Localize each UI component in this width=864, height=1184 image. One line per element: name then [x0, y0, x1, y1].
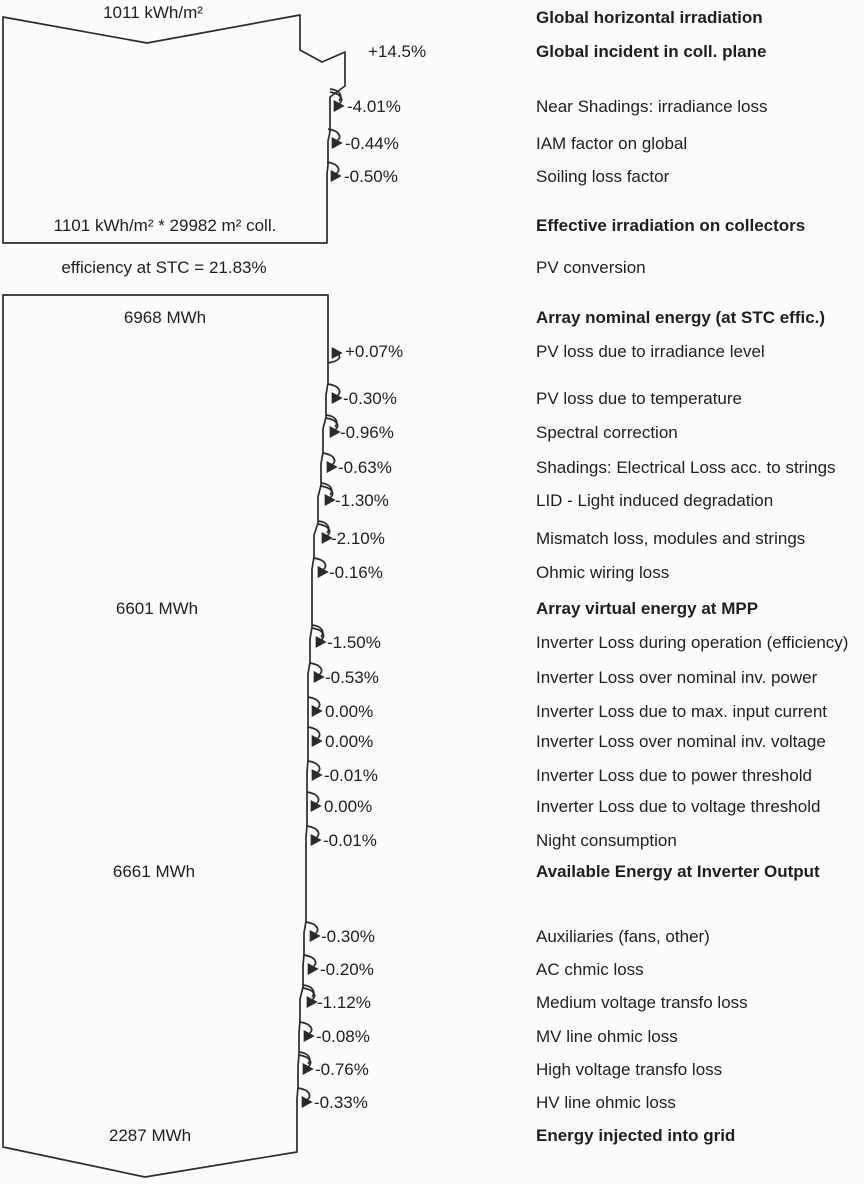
- stage-label: IAM factor on global: [536, 134, 688, 153]
- stage-label: Shadings: Electrical Loss acc. to strings: [536, 458, 836, 477]
- outline-path: [3, 15, 345, 243]
- stage-label: Array nominal energy (at STC effic.): [536, 308, 826, 327]
- note-value: efficiency at STC = 21.83%: [61, 258, 267, 277]
- loss-percent: -0.20%: [320, 960, 374, 979]
- loss-arrow: [328, 384, 341, 398]
- stage-label: Available Energy at Inverter Output: [536, 862, 820, 881]
- stage-label: Inverter Loss during operation (efficiency): [536, 633, 849, 652]
- stage-label: PV conversion: [536, 258, 646, 277]
- gain-percent: +14.5%: [368, 42, 427, 61]
- energy-value: 2287 MWh: [108, 1126, 192, 1145]
- gain-percent: +0.07%: [345, 342, 404, 361]
- loss-percent: -4.01%: [347, 97, 401, 116]
- stage-label: LID - Light induced degradation: [536, 491, 774, 510]
- loss-arrow: [298, 1088, 311, 1102]
- loss-percent: -2.10%: [331, 529, 385, 548]
- loss-percent: -1.12%: [317, 993, 371, 1012]
- stage-label: Array virtual energy at MPP: [536, 599, 759, 618]
- stage-label: MV line ohmic loss: [536, 1027, 678, 1046]
- loss-arrow: [304, 955, 317, 969]
- stage-label: Inverter Loss over nominal inv. power: [536, 668, 818, 687]
- energy-value: 6601 MWh: [115, 599, 199, 618]
- stage-label: Global horizontal irradiation: [536, 8, 763, 27]
- loss-percent: -0.16%: [329, 563, 383, 582]
- loss-arrow: [308, 727, 321, 741]
- stage-label: Energy injected into grid: [536, 1126, 736, 1145]
- stage-label: Night consumption: [536, 831, 677, 850]
- stage-label: Medium voltage transfo loss: [536, 993, 748, 1012]
- stage-label: Inverter Loss due to voltage threshold: [536, 797, 821, 816]
- loss-arrow: [310, 663, 323, 677]
- loss-arrow: [306, 922, 319, 936]
- stage-label: Near Shadings: irradiance loss: [536, 97, 768, 116]
- loss-percent: -0.96%: [340, 423, 394, 442]
- loss-percent: -0.30%: [343, 389, 397, 408]
- stage-label: Auxiliaries (fans, other): [536, 927, 710, 946]
- outline-path: [3, 295, 328, 1177]
- loss-arrow: [308, 697, 321, 711]
- loss-arrow: [308, 761, 321, 775]
- loss-arrow: [307, 826, 320, 840]
- loss-arrow: [323, 453, 336, 467]
- loss-arrow: [327, 162, 340, 176]
- stage-label: HV line ohmic loss: [536, 1093, 676, 1112]
- stage-label: AC chmic loss: [536, 960, 644, 979]
- stage-label: Global incident in coll. plane: [536, 42, 767, 61]
- stage-label: PV loss due to irradiance level: [536, 342, 765, 361]
- loss-percent: -1.30%: [335, 491, 389, 510]
- loss-percent: -0.33%: [314, 1093, 368, 1112]
- energy-value: 6661 MWh: [112, 862, 196, 881]
- loss-percent: 0.00%: [324, 797, 373, 816]
- loss-percent: 0.00%: [325, 732, 374, 751]
- stage-label: Mismatch loss, modules and strings: [536, 529, 806, 548]
- energy-value: 6968 MWh: [123, 308, 207, 327]
- loss-percent: -0.63%: [338, 458, 392, 477]
- stage-label: Spectral correction: [536, 423, 678, 442]
- stage-label: Soiling loss factor: [536, 167, 670, 186]
- energy-value: 1101 kWh/m² * 29982 m² coll.: [53, 216, 277, 235]
- stage-label: High voltage transfo loss: [536, 1060, 723, 1079]
- loss-percent: -0.08%: [316, 1027, 370, 1046]
- loss-arrow: [300, 1022, 313, 1036]
- loss-percent: 0.00%: [325, 702, 374, 721]
- stage-label: Ohmic wiring loss: [536, 563, 670, 582]
- loss-percent: -0.01%: [324, 766, 378, 785]
- loss-percent: -0.76%: [315, 1060, 369, 1079]
- stage-label: Inverter Loss due to power threshold: [536, 766, 812, 785]
- loss-percent: -0.01%: [323, 831, 377, 850]
- loss-percent: -0.50%: [344, 167, 398, 186]
- loss-percent: -0.44%: [345, 134, 399, 153]
- loss-percent: -0.30%: [321, 927, 375, 946]
- loss-arrow: [328, 353, 341, 363]
- stage-label: Effective irradiation on collectors: [536, 216, 806, 235]
- loss-arrow: [314, 558, 327, 572]
- loss-percent: -1.50%: [327, 633, 381, 652]
- stage-label: Inverter Loss over nominal inv. voltage: [536, 732, 826, 751]
- loss-arrow: [307, 792, 320, 806]
- stage-label: Inverter Loss due to max. input current: [536, 702, 828, 721]
- loss-percent: -0.53%: [325, 668, 379, 687]
- energy-value: 1011 kWh/m²: [103, 3, 203, 22]
- stage-label: PV loss due to temperature: [536, 389, 743, 408]
